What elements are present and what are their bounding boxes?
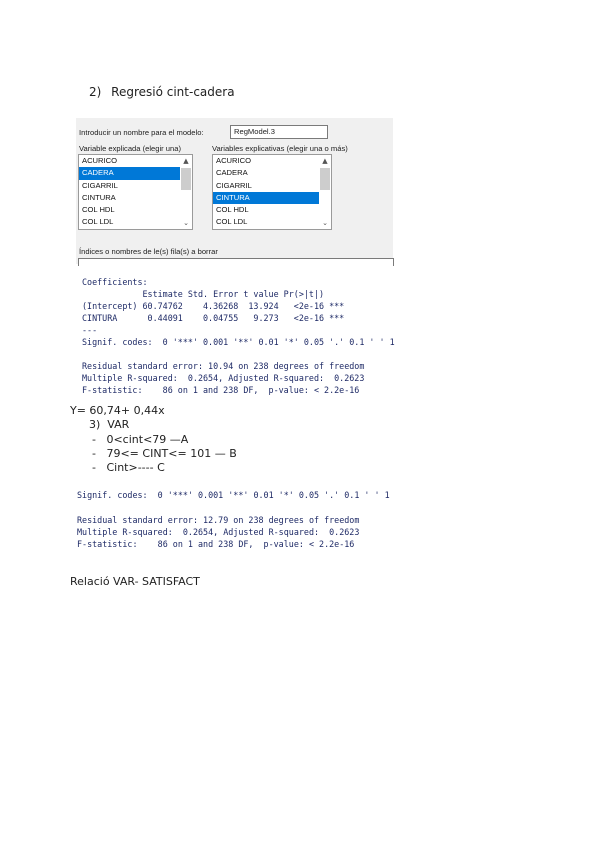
response-variable-label: Variable explicada (elegir una) [79,144,182,153]
section-2-number: 2) [89,85,102,99]
response-variable-list[interactable] [78,154,193,230]
list-item: - 0<cint<79 —A [92,433,189,446]
explanatory-list-items [213,155,331,229]
residual-standard-error: Residual standard error: 10.94 on 238 degrees of freedom [82,361,365,371]
explanatory-item-cadera[interactable]: CADERA [216,168,248,178]
section-2-heading [89,85,235,99]
r-squared-line: Multiple R-squared: 0.2654, Adjusted R-squared: 0.2623 [82,373,365,383]
relacio-heading: Relació VAR- SATISFACT [70,575,200,588]
scroll-down-icon[interactable]: ⌄ [322,219,328,227]
section-3-title: VAR [107,418,130,431]
response-item-acurico[interactable]: ACURICO [82,156,118,165]
category-c-rule: Cint>---- C [106,461,165,474]
signif-codes-2: Signif. codes: 0 '***' 0.001 '**' 0.01 '*' 0.05 '.' 0.1 ' ' 1 [77,490,390,500]
explanatory-variable-list[interactable] [212,154,332,230]
delete-rows-field[interactable] [78,258,394,266]
response-item-cigarril[interactable]: CIGARRIL [82,180,118,190]
scroll-thumb[interactable] [320,168,330,190]
explanatory-item-acurico[interactable]: ACURICO [216,156,252,165]
explanatory-list-scrollbar[interactable] [319,155,331,229]
response-item-col-hdl[interactable]: COL HDL [82,205,115,215]
residual-standard-error-2: Residual standard error: 12.79 on 238 degrees of freedom [77,515,360,525]
category-b-rule: 79<= CINT<= 101 — B [106,447,237,460]
explanatory-item-cintura[interactable]: CINTURA [213,192,331,204]
scroll-up-icon[interactable]: ▲ [183,157,189,165]
explanatory-variables-label: Variables explicativas (elegir una o más) [212,144,348,153]
regression-equation: Y= 60,74+ 0,44x [70,404,165,417]
r-squared-line-2: Multiple R-squared: 0.2654, Adjusted R-squared: 0.2623 [77,527,360,537]
response-item-cadera[interactable]: CADERA [79,167,192,179]
f-statistic-line: F-statistic: 86 on 1 and 238 DF, p-value: < 2.2e-16 [82,385,360,395]
signif-codes: Signif. codes: 0 '***' 0.001 '**' 0.01 '*' 0.05 '.' 0.1 ' ' 1 [82,337,395,347]
response-item-cintura[interactable]: CINTURA [82,192,116,202]
section-3-heading [89,418,129,431]
intercept-row: (Intercept) 60.74762 4.36268 13.924 <2e-16 *** [82,301,345,311]
coefficients-column-header: Estimate Std. Error t value Pr(>|t|) [82,289,325,299]
separator-line: --- [82,325,98,335]
f-statistic-line-2: F-statistic: 86 on 1 and 238 DF, p-value: < 2.2e-16 [77,539,355,549]
delete-rows-label: Índices o nombres de le(s) fila(s) a borrar [79,247,218,256]
explanatory-item-col-ldl[interactable]: COL LDL [216,217,248,227]
response-list-items [79,155,192,229]
list-item: - 79<= CINT<= 101 — B [92,447,237,460]
section-2-title: Regresió cint-cadera [111,85,235,99]
response-list-scrollbar[interactable] [180,155,192,229]
response-item-col-ldl[interactable]: COL LDL [82,217,114,227]
list-item: - Cint>---- C [92,461,165,474]
model-name-field[interactable]: RegModel.3 [230,125,328,139]
explanatory-item-col-hdl[interactable]: COL HDL [216,205,249,215]
model-name-label: Introducir un nombre para el modelo: [79,128,204,137]
coefficients-header: Coefficients: [82,277,148,287]
scroll-up-icon[interactable]: ▲ [322,157,328,165]
scroll-down-icon[interactable]: ⌄ [183,219,189,227]
cintura-row: CINTURA 0.44091 0.04755 9.273 <2e-16 *** [82,313,345,323]
category-a-rule: 0<cint<79 —A [106,433,189,446]
scroll-thumb[interactable] [181,168,191,190]
model-dialog-panel [76,118,393,264]
section-3-number: 3) [89,418,101,431]
explanatory-item-cigarril[interactable]: CIGARRIL [216,180,252,190]
